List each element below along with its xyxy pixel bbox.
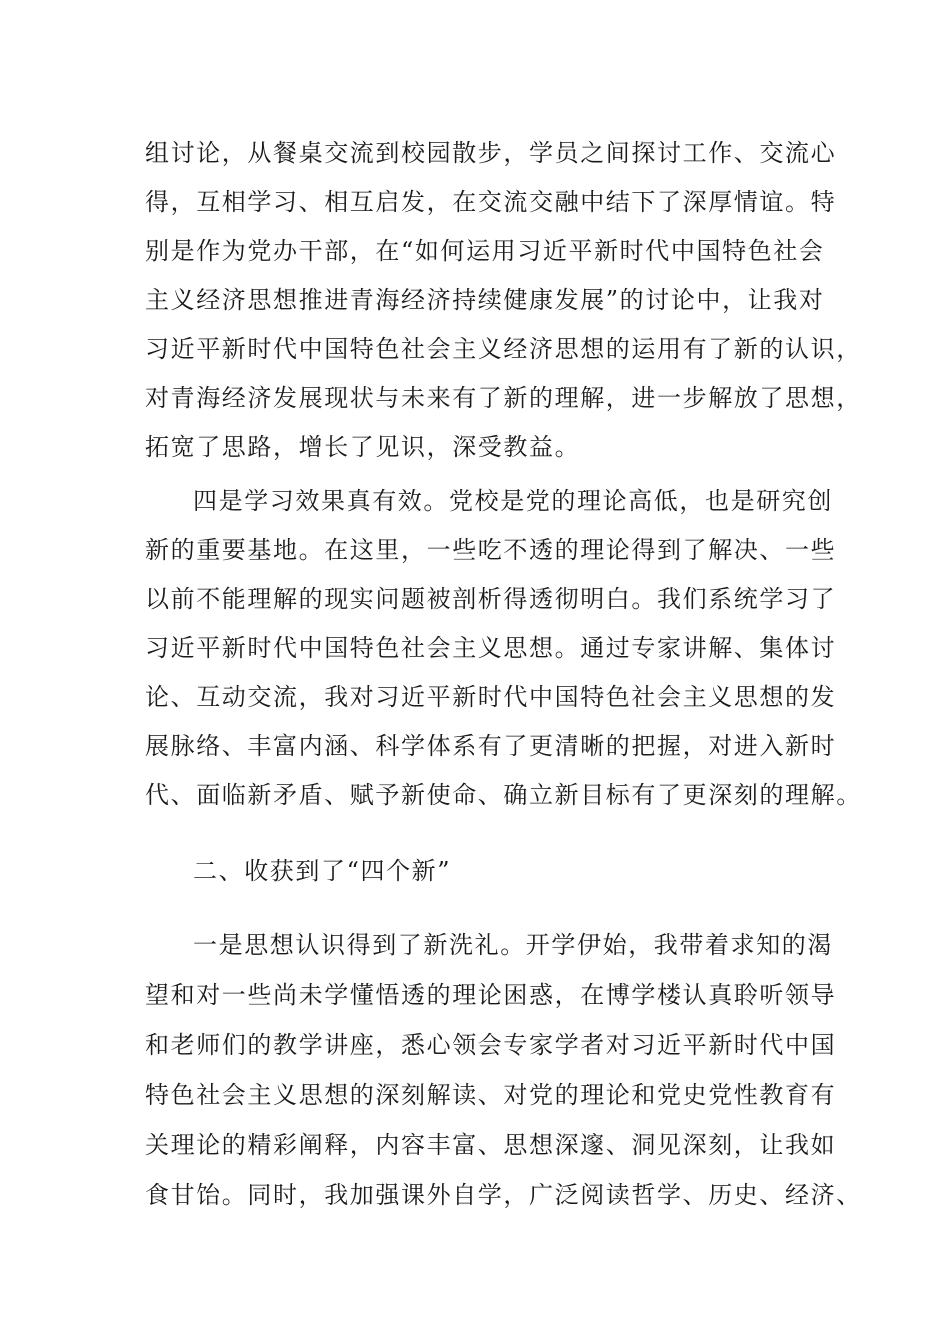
text-line-2: 得，互相学习、相互启发，在交流交融中结下了深厚情谊。特 (145, 188, 837, 216)
text-line-7: 拓宽了思路，增长了见识，深受教益。 (145, 433, 581, 461)
text-line-11: 习近平新时代中国特色社会主义思想。通过专家讲解、集体讨 (145, 634, 837, 662)
text-line-12: 论、互动交流，我对习近平新时代中国特色社会主义思想的发 (145, 683, 837, 711)
text-line-6: 对青海经济发展现状与未来有了新的理解，进一步解放了思想， (145, 384, 862, 412)
text-line-4: 主义经济思想推进青海经济持续健康发展”的讨论中，让我对 (145, 286, 825, 314)
text-line-10: 以前不能理解的现实问题被剖析得透彻明白。我们系统学习了 (145, 585, 837, 613)
text-line-1: 组讨论，从餐桌交流到校园散步，学员之间探讨工作、交流心 (145, 139, 837, 167)
text-line-13: 展脉络、丰富内涵、科学体系有了更清晰的把握，对进入新时 (145, 732, 837, 760)
text-line-21: 食甘饴。同时，我加强课外自学，广泛阅读哲学、历史、经济、 (145, 1181, 862, 1209)
text-line-17: 望和对一些尚未学懂悟透的理论困惑，在博学楼认真聆听领导 (145, 981, 837, 1009)
section-heading: 二、收获到了“四个新” (193, 857, 452, 885)
text-line-14: 代、面临新矛盾、赋予新使命、确立新目标有了更深刻的理解。 (145, 781, 862, 809)
text-line-3: 别是作为党办干部，在“如何运用习近平新时代中国特色社会 (145, 237, 825, 265)
text-line-5: 习近平新时代中国特色社会主义经济思想的运用有了新的认识， (145, 335, 862, 363)
paragraph-start-four: 四是学习效果真有效。党校是党的理论高低，也是研究创 (193, 487, 833, 515)
text-line-18: 和老师们的教学讲座，悉心领会专家学者对习近平新时代中国 (145, 1031, 837, 1059)
text-line-20: 关理论的精彩阐释，内容丰富、思想深邃、洞见深刻，让我如 (145, 1131, 837, 1159)
text-line-19: 特色社会主义思想的深刻解读、对党的理论和党史党性教育有 (145, 1081, 837, 1109)
paragraph-start-one: 一是思想认识得到了新洗礼。开学伊始，我带着求知的渴 (193, 931, 833, 959)
text-line-9: 新的重要基地。在这里，一些吃不透的理论得到了解决、一些 (145, 536, 837, 564)
